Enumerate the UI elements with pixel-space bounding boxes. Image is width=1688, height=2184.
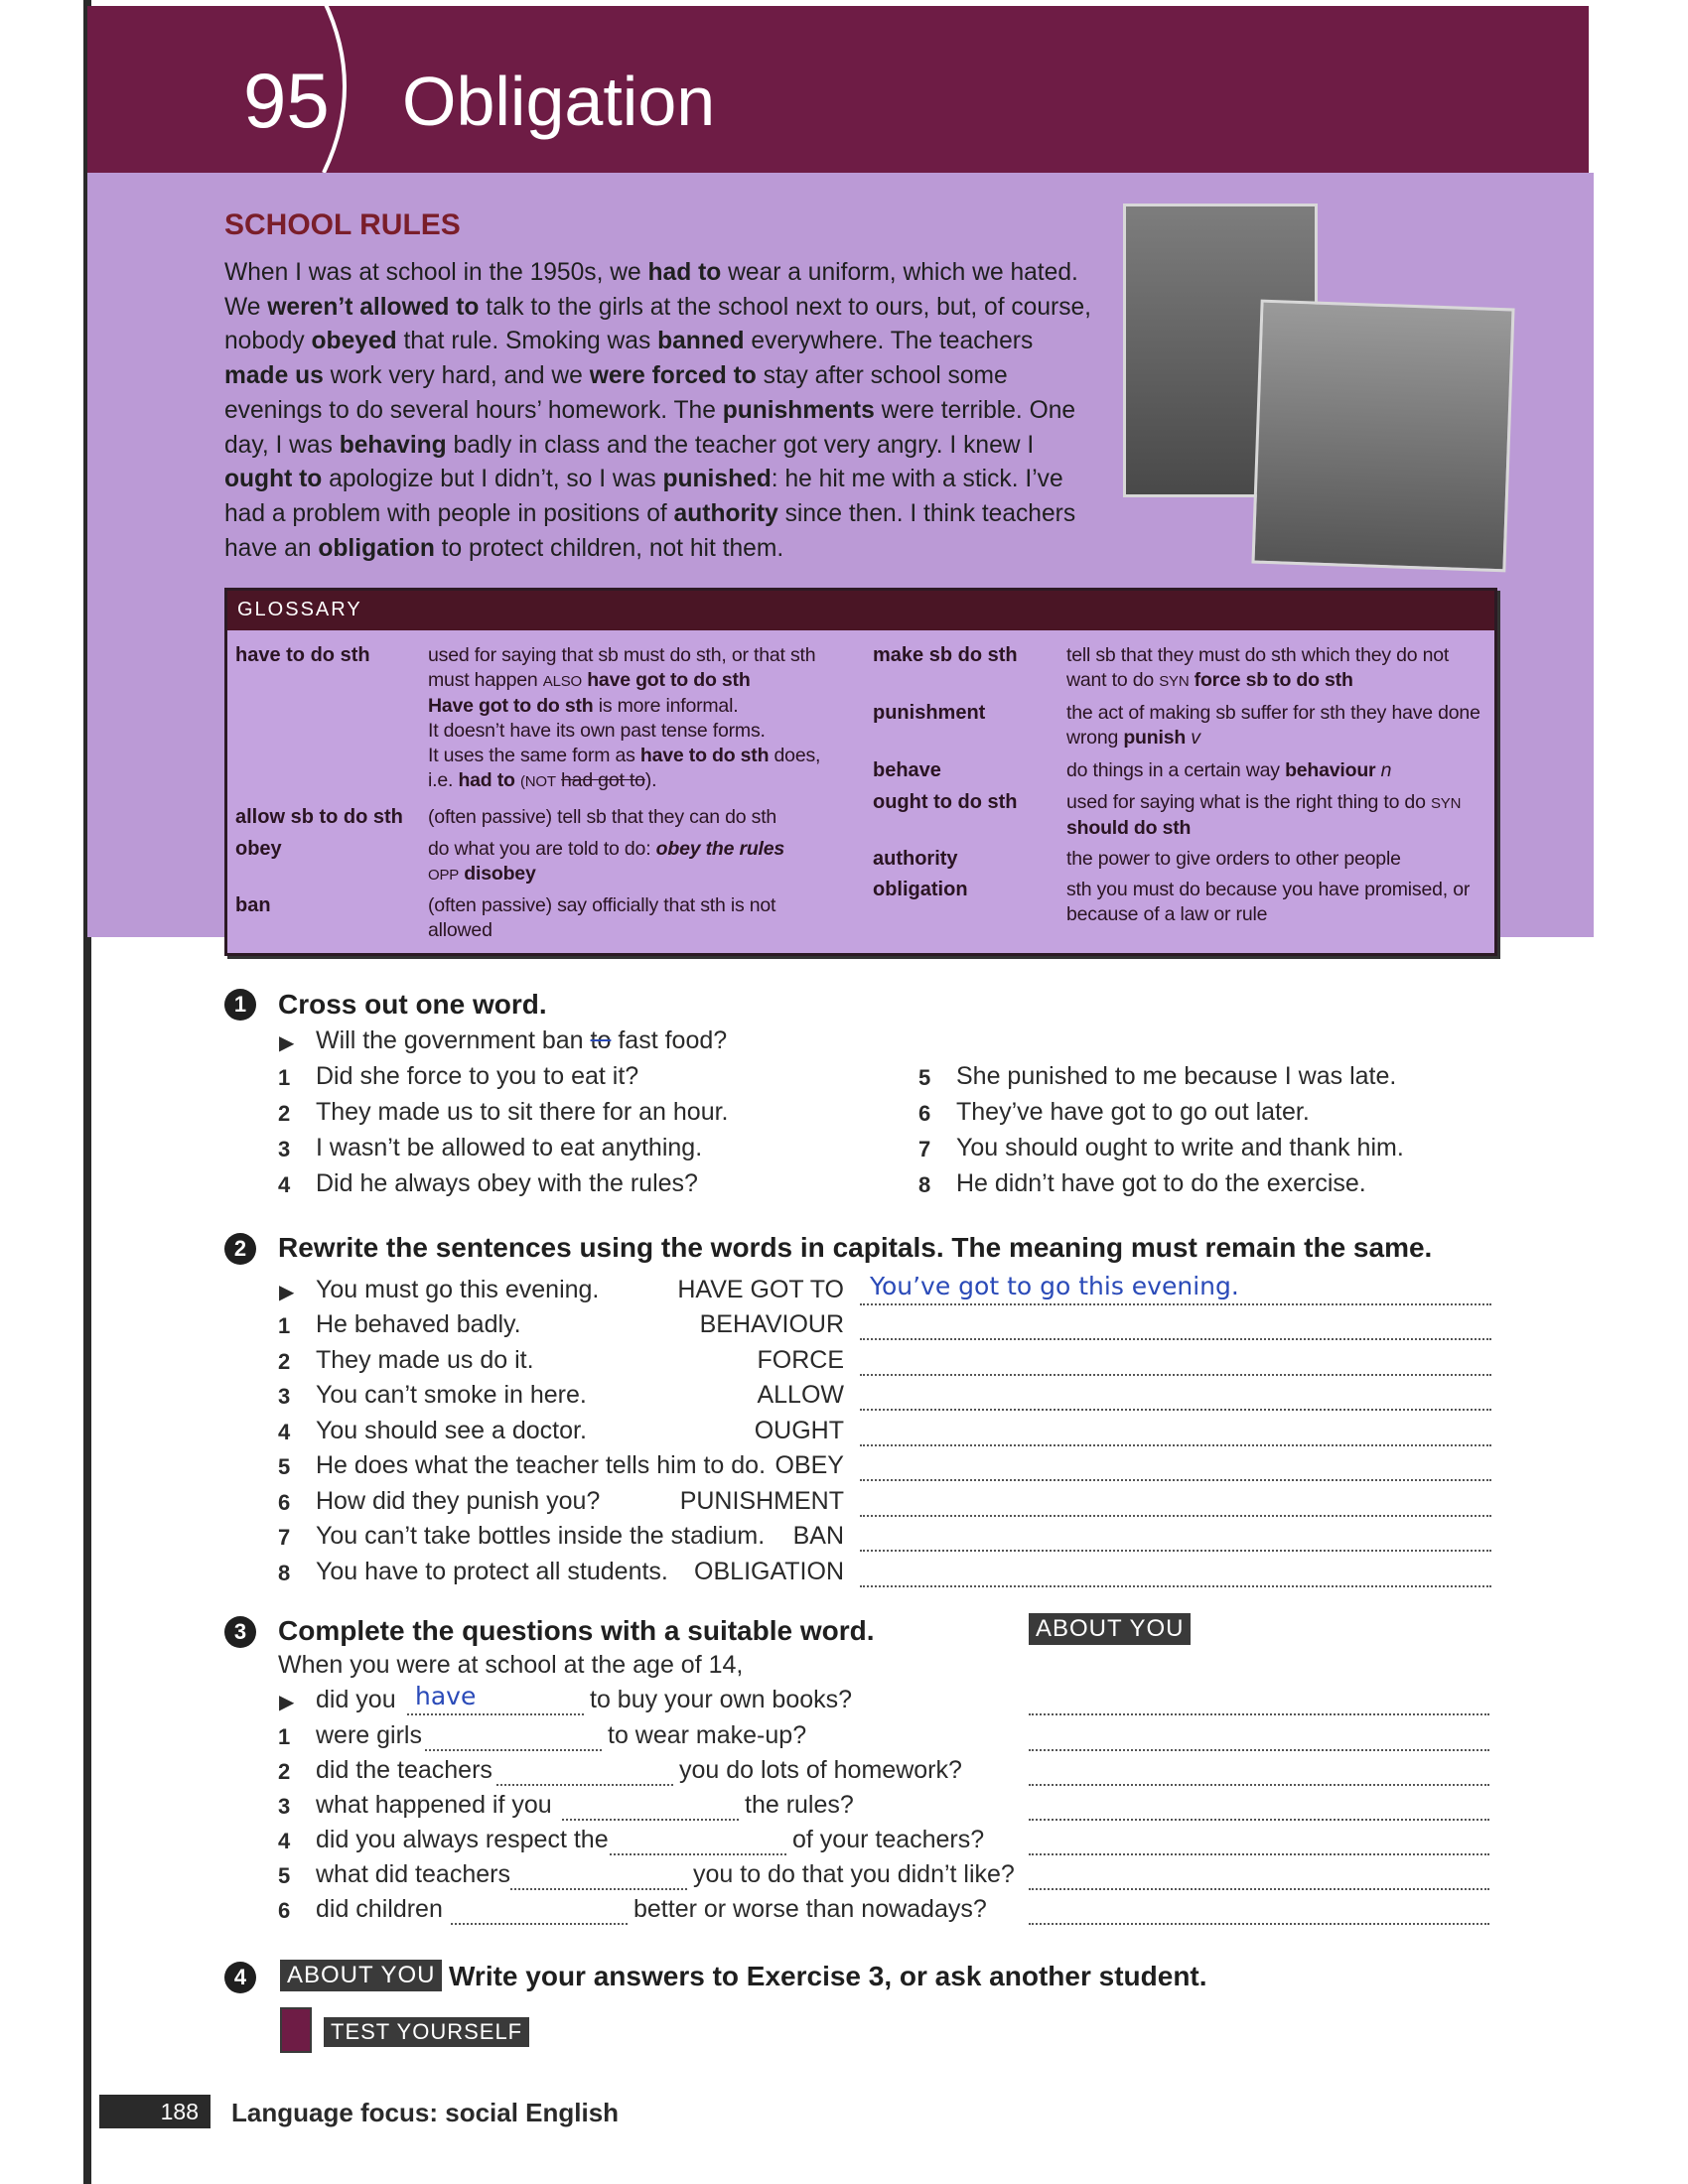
item-number: 1 bbox=[278, 1065, 291, 1090]
exercise-3-example-answer: have bbox=[415, 1682, 477, 1710]
exercise-3-question-end: you do lots of homework? bbox=[679, 1756, 962, 1784]
item-number: 4 bbox=[278, 1419, 291, 1444]
about-you-badge: ABOUT YOU bbox=[1029, 1613, 1191, 1645]
gap-line[interactable] bbox=[425, 1749, 602, 1751]
story-fragment: badly in class and the teacher got very angry. I knew I bbox=[446, 431, 1035, 459]
exercise-3-question-start: did children bbox=[316, 1895, 443, 1923]
example-arrow-icon: ▶ bbox=[279, 1282, 295, 1303]
exercise-1-title: Cross out one word. bbox=[278, 989, 547, 1020]
item-number: 4 bbox=[278, 1829, 291, 1853]
exercise-3-question-end: to wear make-up? bbox=[608, 1721, 807, 1749]
key-phrase: punished bbox=[662, 466, 772, 493]
story-fragment: that rule. Smoking was bbox=[396, 328, 658, 355]
exercise-3-question-start: what happened if you bbox=[316, 1791, 552, 1819]
about-you-line[interactable] bbox=[1029, 1713, 1489, 1715]
item-number: 1 bbox=[278, 1724, 291, 1749]
glossary-definition: used for saying what is the right thing to do SYN should do sth bbox=[1066, 791, 1462, 839]
exercise-2-keyword: ALLOW bbox=[757, 1381, 844, 1409]
exercise-2-keyword: PUNISHMENT bbox=[679, 1486, 844, 1515]
gap-line[interactable] bbox=[562, 1819, 739, 1821]
about-you-line[interactable] bbox=[1029, 1749, 1489, 1751]
glossary-definition: (often passive) tell sb that they can do sth bbox=[428, 806, 777, 828]
exercise-2-sentence: You should see a doctor. bbox=[316, 1416, 587, 1444]
story-fragment: were terrible. One day, I was bbox=[224, 396, 1076, 459]
story-fragment: When I was at school in the 1950s, we bbox=[224, 259, 648, 286]
item-number: 3 bbox=[278, 1137, 291, 1161]
key-phrase: banned bbox=[657, 328, 745, 355]
glossary-term: ought to do sth bbox=[873, 791, 1018, 813]
answer-line[interactable] bbox=[860, 1515, 1491, 1517]
exercise-4-number: 4 bbox=[224, 1962, 256, 1993]
key-phrase: made us bbox=[224, 362, 324, 390]
answer-line[interactable] bbox=[860, 1550, 1491, 1552]
story-text bbox=[224, 256, 1098, 566]
exercise-3-question-end: the rules? bbox=[745, 1791, 854, 1819]
exercise-2-example-answer: You’ve got to go this evening. bbox=[870, 1272, 1239, 1300]
exercise-3-question-start: did the teachers bbox=[316, 1756, 492, 1784]
answer-line[interactable] bbox=[860, 1374, 1491, 1376]
story-fragment: work very hard, and we bbox=[323, 362, 590, 390]
about-you-line[interactable] bbox=[1029, 1923, 1489, 1925]
story-fragment: wear a uniform, which we hated. We bbox=[224, 259, 1078, 321]
exercise-2-sentence: He does what the teacher tells him to do. bbox=[316, 1451, 767, 1479]
exercise-2-keyword: OUGHT bbox=[754, 1416, 844, 1444]
unit-number: 95 bbox=[243, 57, 330, 144]
exercise-2-keyword: FORCE bbox=[757, 1345, 844, 1374]
glossary-term: obligation bbox=[873, 879, 968, 900]
exercise-2-title: Rewrite the sentences using the words in capitals. The meaning must remain the same. bbox=[278, 1232, 1433, 1263]
exercise-2-sentence: They made us do it. bbox=[316, 1345, 534, 1374]
key-phrase: ought to bbox=[224, 466, 323, 493]
item-number: 7 bbox=[278, 1525, 291, 1550]
glossary-definition: (often passive) say officially that sth is not allowed bbox=[428, 894, 776, 941]
story-fragment: since then. I think teachers have an bbox=[224, 499, 1076, 562]
answer-line[interactable] bbox=[860, 1479, 1491, 1481]
exercise-2-sentence: You can’t smoke in here. bbox=[316, 1381, 587, 1409]
glossary-term: make sb do sth bbox=[873, 644, 1018, 666]
exercise-2-example-keyword: HAVE GOT TO bbox=[677, 1276, 844, 1303]
glossary-definition: sth you must do because you have promised, or because of a law or rule bbox=[1066, 879, 1471, 925]
item-number: 5 bbox=[278, 1863, 291, 1888]
exercise-2-sentence: You can’t take bottles inside the stadium. bbox=[316, 1522, 766, 1550]
item-number: 2 bbox=[278, 1348, 291, 1374]
exercise-2-keyword: BEHAVIOUR bbox=[699, 1310, 844, 1338]
glossary-term: allow sb to do sth bbox=[235, 806, 403, 828]
page-number: 188 bbox=[99, 2095, 211, 2128]
exercise-3-intro: When you were at school at the age of 14, bbox=[278, 1651, 744, 1679]
exercise-3-question-end: better or worse than nowadays? bbox=[633, 1895, 987, 1923]
story-fragment: talk to the girls at the school next to ours, but, of course, nobody bbox=[224, 293, 1092, 355]
gap-line[interactable] bbox=[451, 1923, 628, 1925]
footer-section: Language focus: social English bbox=[231, 2098, 620, 2127]
exercise-3-number: 3 bbox=[224, 1616, 256, 1648]
unit-title: Obligation bbox=[402, 63, 716, 140]
about-you-line[interactable] bbox=[1029, 1819, 1489, 1821]
exercise-2-sentence: He behaved badly. bbox=[316, 1310, 521, 1338]
story-fragment: to protect children, not hit them. bbox=[434, 534, 784, 562]
exercise-3-question-start: did you always respect the bbox=[316, 1826, 609, 1853]
exercise-3-example-start: did you bbox=[316, 1686, 396, 1713]
exercise-1-item: I wasn’t be allowed to eat anything. bbox=[316, 1134, 703, 1161]
exercise-1-item: They’ve have got to go out later. bbox=[956, 1098, 1310, 1126]
glossary-term: authority bbox=[873, 848, 958, 870]
key-phrase: obligation bbox=[318, 534, 435, 562]
glossary-definition: do what you are told to do: obey the rules OPP disobey bbox=[428, 838, 785, 885]
exercise-3-title: Complete the questions with a suitable word. bbox=[278, 1615, 875, 1646]
item-number: 8 bbox=[278, 1560, 291, 1585]
gap-line[interactable] bbox=[610, 1853, 786, 1855]
item-number: 3 bbox=[278, 1384, 291, 1409]
exercise-1-item: Did he always obey with the rules? bbox=[316, 1169, 698, 1197]
glossary-term: ban bbox=[235, 894, 271, 916]
glossary-definition: tell sb that they must do sth which they do not want to do SYN force sb to do sth bbox=[1066, 644, 1450, 691]
header-divider-arc bbox=[316, 0, 375, 173]
story-fragment: : he hit me with a stick. I’ve had a problem with people in positions of bbox=[224, 466, 1063, 527]
exercise-1-number: 1 bbox=[224, 989, 256, 1021]
exercise-1-item: They made us to sit there for an hour. bbox=[316, 1098, 729, 1126]
exercise-2-keyword: BAN bbox=[792, 1522, 844, 1550]
story-heading: SCHOOL RULES bbox=[224, 208, 461, 241]
glossary-definition: do things in a certain way behaviour n bbox=[1066, 759, 1392, 781]
about-you-badge: ABOUT YOU bbox=[280, 1960, 442, 1991]
glossary-definition: the power to give orders to other people bbox=[1066, 848, 1401, 870]
answer-line[interactable] bbox=[860, 1303, 1491, 1305]
item-number: 4 bbox=[278, 1172, 291, 1197]
item-number: 3 bbox=[278, 1794, 291, 1819]
photo-old-man bbox=[1251, 300, 1514, 573]
item-number: 6 bbox=[278, 1898, 291, 1923]
item-number: 2 bbox=[278, 1759, 291, 1784]
example-arrow-icon: ▶ bbox=[279, 1032, 295, 1054]
item-number: 6 bbox=[278, 1489, 291, 1515]
item-number: 5 bbox=[918, 1065, 931, 1090]
answer-line[interactable] bbox=[860, 1585, 1491, 1587]
exercise-1-item: You should ought to write and thank him. bbox=[956, 1134, 1404, 1161]
glossary-definition: used for saying that sb must do sth, or that sth must happen ALSO have got to do sth Have got to do sth is more informal. It doesn’t have its own past tense forms. It uses the same form as have to do sth does, i.e. had to (NOT had got to). bbox=[428, 644, 821, 791]
glossary-term: have to do sth bbox=[235, 644, 370, 666]
exercise-2-number: 2 bbox=[224, 1233, 256, 1265]
key-phrase: obeyed bbox=[311, 328, 397, 355]
key-phrase: authority bbox=[673, 499, 778, 527]
answer-line[interactable] bbox=[860, 1338, 1491, 1340]
about-you-line[interactable] bbox=[1029, 1784, 1489, 1786]
exercise-3-question-start: what did teachers bbox=[316, 1860, 510, 1888]
exercise-1-item: She punished to me because I was late. bbox=[956, 1062, 1397, 1090]
item-number: 1 bbox=[278, 1313, 291, 1338]
story-fragment: everywhere. The teachers bbox=[744, 328, 1034, 355]
exercise-1-item: Did she force to you to eat it? bbox=[316, 1062, 639, 1090]
glossary-definition: the act of making sb suffer for sth they have done wrong punish v bbox=[1066, 702, 1480, 749]
exercise-1-item: He didn’t have got to do the exercise. bbox=[956, 1169, 1366, 1197]
exercise-3-question-start: were girls bbox=[316, 1721, 422, 1749]
key-phrase: punishments bbox=[722, 396, 875, 424]
key-phrase: had to bbox=[647, 259, 722, 286]
item-number: 2 bbox=[278, 1101, 291, 1126]
key-phrase: weren’t allowed to bbox=[267, 293, 480, 321]
glossary-heading: GLOSSARY bbox=[227, 591, 1494, 630]
exercise-3-example-end: to buy your own books? bbox=[590, 1686, 853, 1713]
exercise-2-keyword: OBEY bbox=[774, 1451, 844, 1479]
exercise-3-question-end: you to do that you didn’t like? bbox=[693, 1860, 1015, 1888]
gap-line[interactable] bbox=[510, 1888, 687, 1890]
item-number: 6 bbox=[918, 1101, 931, 1126]
exercise-1-example: Will the government ban to fast food? bbox=[316, 1026, 728, 1054]
exercise-2-example-sentence: You must go this evening. bbox=[316, 1276, 600, 1303]
story-fragment: stay after school some evenings to do several hours’ homework. The bbox=[224, 362, 1008, 424]
exercise-2-sentence: How did they punish you? bbox=[316, 1486, 601, 1515]
glossary-box bbox=[224, 588, 1497, 956]
exercise-2-keyword: OBLIGATION bbox=[694, 1557, 844, 1585]
key-phrase: behaving bbox=[339, 431, 447, 459]
exercise-3-question-end: of your teachers? bbox=[792, 1826, 985, 1853]
exercise-4-title: Write your answers to Exercise 3, or ask another student. bbox=[449, 1961, 1207, 1991]
glossary-term: behave bbox=[873, 759, 941, 781]
glossary-term: obey bbox=[235, 838, 282, 860]
example-arrow-icon: ▶ bbox=[279, 1692, 295, 1713]
item-number: 8 bbox=[918, 1172, 931, 1197]
notebook-icon bbox=[280, 2007, 312, 2053]
glossary-term: punishment bbox=[873, 702, 986, 724]
about-you-line[interactable] bbox=[1029, 1853, 1489, 1855]
test-yourself-button[interactable]: TEST YOURSELF bbox=[324, 2017, 529, 2047]
key-phrase: were forced to bbox=[589, 362, 757, 390]
about-you-line[interactable] bbox=[1029, 1888, 1489, 1890]
exercise-2-sentence: You have to protect all students. bbox=[316, 1557, 668, 1585]
answer-line[interactable] bbox=[860, 1409, 1491, 1411]
item-number: 7 bbox=[918, 1137, 931, 1161]
answer-line[interactable] bbox=[860, 1444, 1491, 1446]
story-fragment: apologize but I didn’t, so I was bbox=[322, 466, 663, 493]
item-number: 5 bbox=[278, 1454, 291, 1479]
gap-line[interactable] bbox=[407, 1713, 584, 1715]
gap-line[interactable] bbox=[496, 1784, 673, 1786]
